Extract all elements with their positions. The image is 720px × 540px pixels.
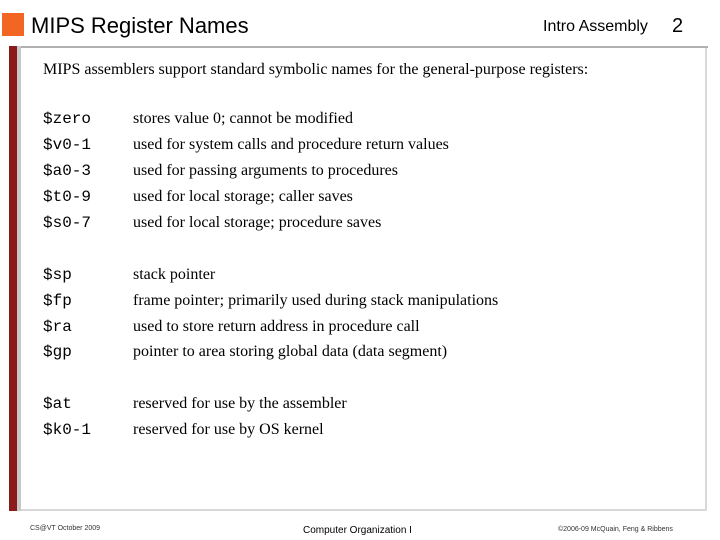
- register-name: $a0-3: [43, 162, 92, 180]
- title-accent-square: [2, 13, 24, 36]
- register-description: reserved for use by the assembler: [133, 395, 347, 412]
- register-description: reserved for use by OS kernel: [133, 421, 324, 438]
- register-name: $zero: [43, 110, 92, 128]
- register-row: [0, 421, 700, 447]
- footer-copyright: ©2006-09 McQuain, Feng & Ribbens: [558, 526, 673, 533]
- intro-text: MIPS assemblers support standard symbolic names for the general-purpose registers:: [43, 61, 589, 78]
- register-description: used for local storage; procedure saves: [133, 214, 382, 231]
- register-description: used for passing arguments to procedures: [133, 162, 398, 179]
- register-description: stack pointer: [133, 266, 216, 283]
- register-row: [0, 266, 700, 292]
- register-name: $v0-1: [43, 136, 92, 154]
- register-name: $at: [43, 395, 72, 413]
- slide-title: MIPS Register Names: [31, 13, 249, 38]
- register-name: $k0-1: [43, 421, 92, 439]
- register-description: frame pointer; primarily used during stack manipulations: [133, 292, 499, 309]
- register-name: $ra: [43, 318, 72, 336]
- slide-topic: Intro Assembly: [543, 18, 648, 35]
- register-description: pointer to area storing global data (data segment): [133, 343, 448, 360]
- register-description: used for local storage; caller saves: [133, 188, 353, 205]
- register-description: used for system calls and procedure return values: [133, 136, 449, 153]
- footer-course-title: Computer Organization I: [303, 525, 412, 536]
- register-row: [0, 318, 700, 344]
- register-description: used to store return address in procedure call: [133, 318, 420, 335]
- register-row: [0, 214, 700, 240]
- register-row: [0, 162, 700, 188]
- register-name: $sp: [43, 266, 72, 284]
- register-description: stores value 0; cannot be modified: [133, 110, 353, 127]
- footer-course-date: CS@VT October 2009: [30, 525, 101, 532]
- register-name: $s0-7: [43, 214, 92, 232]
- register-row: [0, 110, 700, 136]
- register-row: [0, 395, 700, 421]
- register-name: $gp: [43, 343, 72, 361]
- register-name: $fp: [43, 292, 72, 310]
- page-number: 2: [672, 15, 684, 37]
- register-name: $t0-9: [43, 188, 92, 206]
- register-row: [0, 136, 700, 162]
- register-row: [0, 292, 700, 318]
- register-row: [0, 188, 700, 214]
- register-row: [0, 343, 700, 369]
